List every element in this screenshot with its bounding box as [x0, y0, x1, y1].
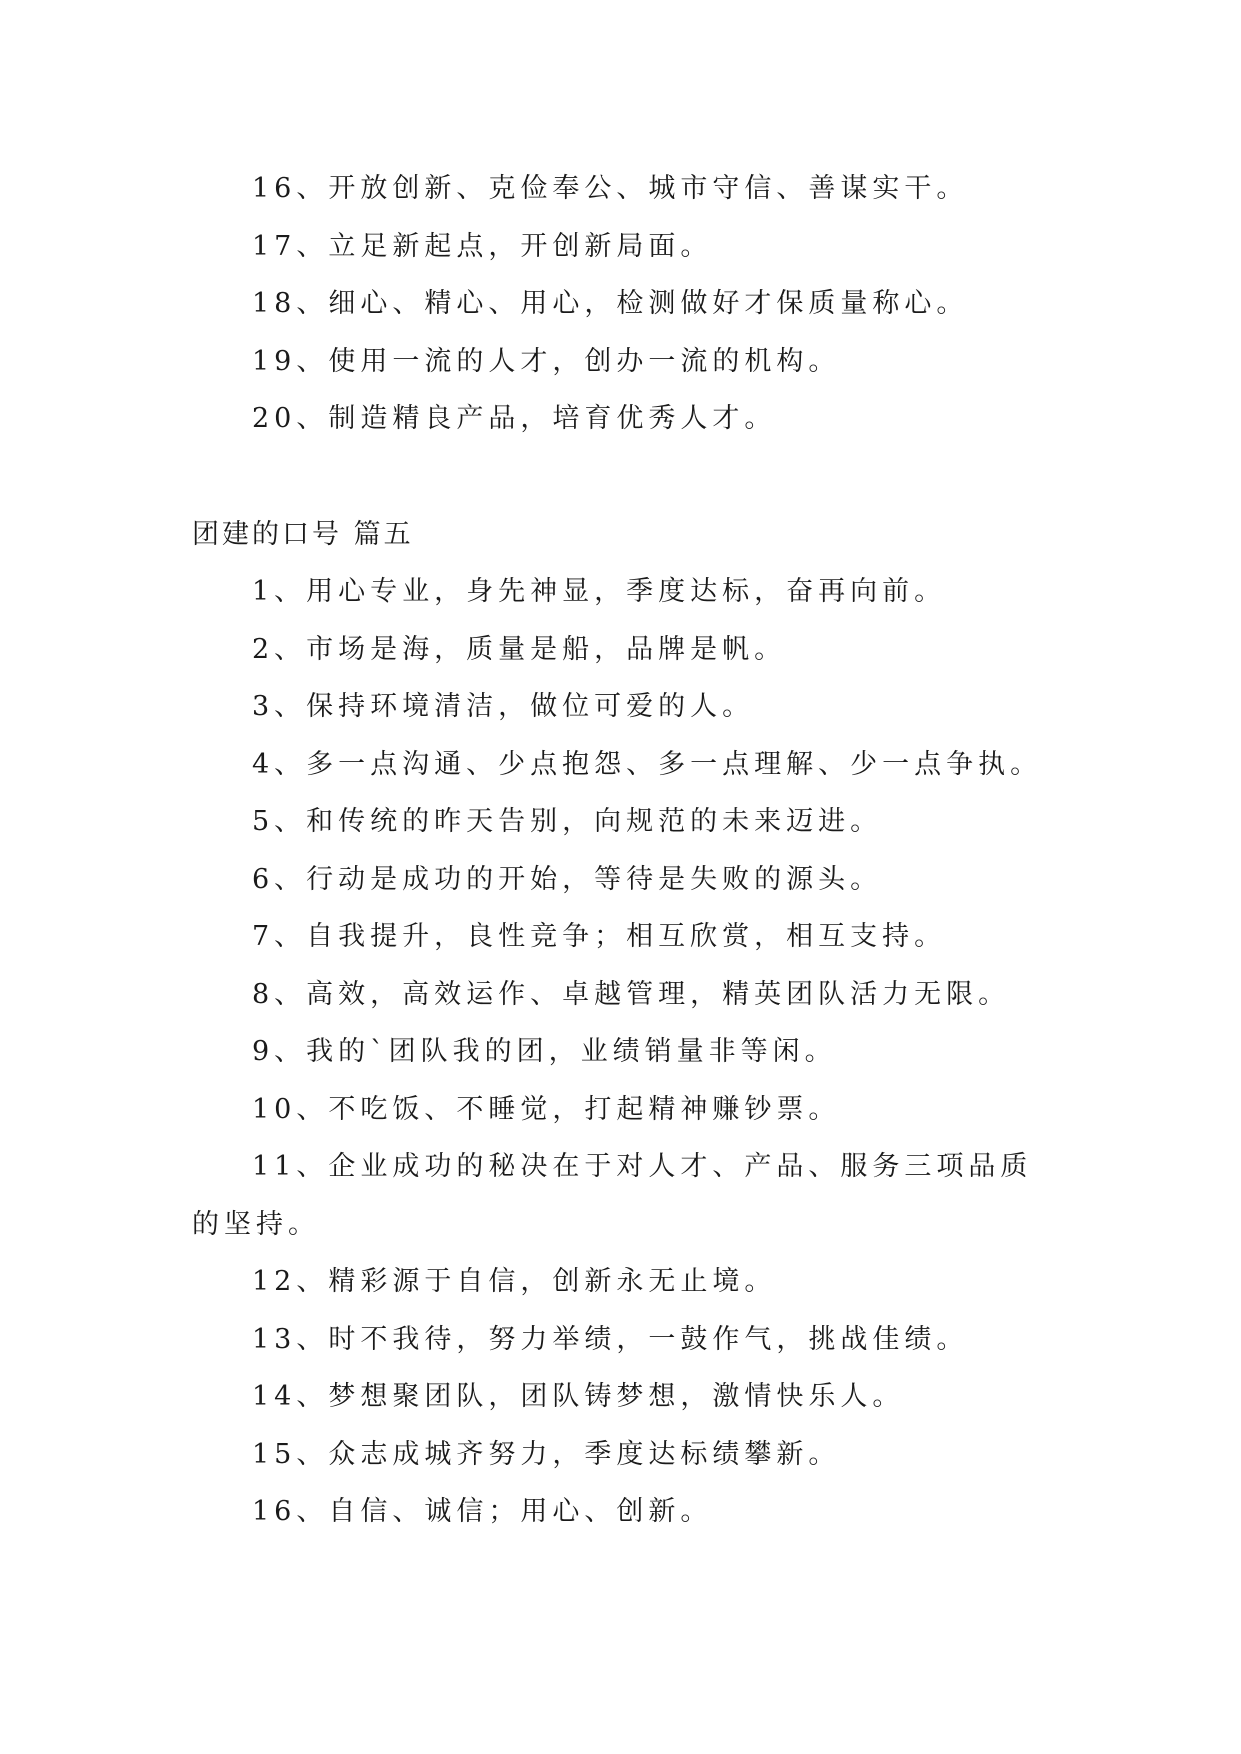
list-item: 4、多一点沟通、少点抱怨、多一点理解、少一点争执。 [252, 748, 1043, 780]
list-item: 8、高效，高效运作、卓越管理，精英团队活力无限。 [252, 978, 1011, 1010]
list-item: 20、制造精良产品，培育优秀人才。 [252, 403, 777, 434]
list-item: 17、立足新起点，开创新局面。 [252, 230, 713, 262]
list-item: 11、企业成功的秘决在于对人才、产品、服务三项品质 [252, 1151, 1033, 1182]
slogan-list-section-five [192, 563, 1092, 1541]
list-item: 13、时不我待，努力举绩，一鼓作气，挑战佳绩。 [252, 1323, 969, 1355]
list-item: 14、梦想聚团队，团队铸梦想，激情快乐人。 [252, 1381, 905, 1412]
list-item: 15、众志成城齐努力，季度达标绩攀新。 [252, 1438, 841, 1470]
list-item: 6、行动是成功的开始，等待是失败的源头。 [252, 863, 883, 895]
list-item-continuation: 的坚持。 [192, 1208, 320, 1240]
section-title: 团建的口号 篇五 [192, 519, 414, 550]
list-item: 19、使用一流的人才，创办一流的机构。 [252, 345, 841, 377]
list-item: 18、细心、精心、用心，检测做好才保质量称心。 [252, 288, 969, 319]
list-item: 10、不吃饭、不睡觉，打起精神赚钞票。 [252, 1093, 841, 1125]
list-item: 5、和传统的昨天告别，向规范的未来迈进。 [252, 806, 883, 837]
list-item: 12、精彩源于自信，创新永无止境。 [252, 1266, 777, 1297]
list-item: 1、用心专业，身先神显，季度达标，奋再向前。 [252, 576, 947, 607]
list-item: 7、自我提升，良性竞争；相互欣赏，相互支持。 [252, 921, 947, 952]
slogan-list-top [192, 160, 1092, 448]
list-item: 3、保持环境清洁，做位可爱的人。 [252, 691, 755, 722]
list-item: 2、市场是海，质量是船，品牌是帆。 [252, 633, 787, 665]
list-item: 16、自信、诚信；用心、创新。 [252, 1496, 713, 1527]
list-item: 9、我的`团队我的团，业绩销量非等闲。 [252, 1036, 837, 1067]
list-item: 16、开放创新、克俭奉公、城市守信、善谋实干。 [252, 173, 969, 204]
